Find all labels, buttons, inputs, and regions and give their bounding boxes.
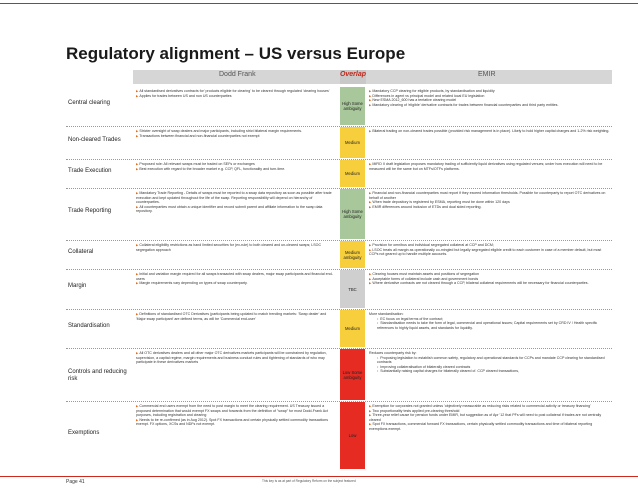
overlap-level: Medium [345, 171, 360, 176]
dodd-frank-cell [136, 272, 336, 308]
row-label: Margin [68, 283, 87, 289]
emir-cell [369, 162, 611, 187]
sub-bullet-text: • EC focus on legal terms of the contract; [369, 317, 611, 322]
header-dodd-frank [133, 70, 340, 84]
bullet-text: ▶ Collateral eligibility restrictions as hand limited securities for (ex-rule) to both cleared and un-cleared swaps; LSOC segregation approach [136, 243, 336, 252]
row-label: Controls and reducing risk [68, 368, 127, 382]
bullet-text: ▶ All standardised derivatives contracts for' products eligible for clearing' to be cleared through regulated 'clearing houses' [136, 89, 336, 94]
overlap-level: High Some ambiguity [342, 209, 363, 219]
bullet-text: ▶ Stricter oversight of swap dealers and major participants, including strict bilateral margin requirements. [136, 129, 336, 134]
emir-cell [369, 351, 611, 400]
bullet-text: ▶ Mandatory Trade Reporting - Details of swaps must be reported to a swap data repository as soon as possible after trade execution and kept updated throughout the life of the swap. Reporting responsibility will depend on hierarchy of counterparties. [136, 191, 336, 205]
overlap-cell [340, 160, 365, 187]
bullet-text: ▶ New ESMA 2012_600 has a tentative clearing model [369, 98, 611, 103]
row-label: Central clearing [68, 100, 111, 106]
overlap-level: Low [348, 433, 357, 438]
bullet-text: ▶ Definitions of standardised OTC Derivatives (participants being updated to match trending markets: 'Swap dealer' and 'Major swap participant' are defined terms, as will be 'Commercial end-user' [136, 312, 336, 321]
bullet-text: ▶ Needs to be re-confirmed (as in Aug 2012). Spot FX transactions and certain physically settled commodity transactions exempt. FX options, XCSs and NDFs not exempt. [136, 418, 336, 427]
overlap-cell [340, 127, 365, 158]
bullet-text: ▶ Best execution with regard to the broader market e.g. CCP, QFL, functionality and turn-time. [136, 167, 336, 172]
overlap-cell [340, 241, 365, 268]
bullet-text: ▶ All OTC derivatives dealers and all other major OTC derivatives markets participants will be constrained by regulation, supervision, a capital regime, margin requirements and business conduct rules and tightening of standards of who may participate in these derivatives markets [136, 351, 336, 365]
emir-cell [369, 312, 611, 347]
bullet-text: ▶ Differences in agent vs principal model and related local EU legislation [369, 94, 611, 99]
row-label: Trade Reporting [68, 208, 112, 214]
row-separator [66, 269, 612, 270]
emir-cell [369, 89, 611, 125]
bullet-text: ▶ Transactions between financial and non-financial counterparties not exempt [136, 134, 336, 139]
header-overlap [340, 70, 366, 84]
overlap-cell [340, 402, 365, 469]
overlap-level: TBC [348, 286, 357, 292]
row-label: Collateral [68, 248, 94, 255]
sub-bullet-text: • Proposing legislation to establish common safety, regulatory and operational standards for CCPs and mandate CCP clearing for standardised contracts [369, 356, 611, 365]
emir-cell [369, 243, 611, 268]
row-label: Non-cleared Trades [68, 136, 121, 143]
dodd-frank-cell [136, 312, 336, 347]
emir-cell [369, 404, 611, 469]
dodd-frank-cell [136, 351, 336, 400]
page-number: Page 41 [66, 479, 85, 485]
overlap-level: Medium ambiguity [343, 249, 362, 260]
row-separator [66, 188, 612, 189]
bullet-text: ▶ Applies for trades between US and non US counterparties [136, 94, 336, 99]
dodd-frank-cell [136, 243, 336, 268]
overlap-cell [340, 270, 365, 308]
bullet-text: ▶ EMIR differences around inclusion of ETDs and dual sided reporting. [369, 205, 611, 210]
row-separator [66, 348, 612, 349]
overlap-cell [340, 349, 365, 400]
sub-bullet-text: • Improving collateralisation of bilaterally cleared contracts [369, 365, 611, 370]
dodd-frank-cell [136, 404, 336, 469]
row-label: Standardisation [68, 322, 110, 329]
overlap-cell [340, 87, 365, 125]
bullet-text: ▶ LSOC treats all margin as operationally co-mingled but legally segregated eligible credit to each customer in case of a member default, but most CCPs not geared up to handle multiple accounts. [369, 248, 611, 257]
overlap-cell [340, 189, 365, 239]
emir-intro: More standardisation: [369, 312, 404, 316]
bullet-text: ▶ Three-year relief cause for pension funds under EMIR, but suggestion as of Apr '12 that PFs will need to post collateral if trades are not centrally cleared [369, 413, 611, 422]
footer-note: This key is as at part of Regulatory Reform on the subject featured [262, 479, 356, 483]
bullet-text: ▶ Spot FX transactions, commercial forward FX transactions, certain physically settled commodity transactions and time of bilateral reporting exemptions exempt. [369, 422, 611, 431]
row-separator [66, 240, 612, 241]
bullet-text: ▶ Initial and variation margin required for all swaps transacted with swap dealers, major swap participants and financial end-users [136, 272, 336, 281]
emir-intro: Reduces counterparty risk by: [369, 351, 417, 355]
header-dodd-frank-label: Dodd Frank [219, 71, 256, 78]
bullet-text: ▶ Where derivative contracts are not cleared through a CCP, bilateral collateral requirements will be necessary for financial counterparties. [369, 281, 611, 286]
dodd-frank-cell [136, 129, 336, 158]
overlap-cell [340, 310, 365, 347]
row-label: Exemptions [68, 429, 100, 436]
bullet-text: ▶ Mandatory CCP clearing for eligible products, by standardisation and liquidity [369, 89, 611, 94]
bullet-text: ▶ Margin requirements vary depending on types of swap counterparty. [136, 281, 336, 286]
top-rule [0, 3, 638, 4]
bullet-text: ▶ Mandatory clearing of 'eligible' derivative contracts for trades between financial counterparties and third party entities. [369, 103, 611, 108]
sub-bullet-text: • Substantially raising capital charges for bilaterally cleared cf. CCP cleared transactions, [369, 369, 611, 374]
emir-cell [369, 129, 611, 158]
sub-bullet-text: • Standardisation needs to take the form of legal, commercial and operational issues; Capital requirements set by CRD IV / Health specific references to highly liquid assets, and standards for liquidity. [369, 321, 611, 330]
emir-cell [369, 191, 611, 239]
bullet-text: ▶ Commercial end users exempt from the need to post margin to meet the clearing requirement. US Treasury issued a proposed determination that would exempt FX swaps and forwards from the definition of "swap" for most Dodd-Frank Act purposes, including registration and clearing [136, 404, 336, 418]
bullet-text: ▶ MiFID II draft legislation proposes mandatory trading of sufficiently liquid derivatives using regulated venues; under how execution will need to be measured will be the same but on MTFs/OTFs platforms. [369, 162, 611, 171]
page-title: Regulatory alignment – US versus Europe [66, 44, 406, 63]
dodd-frank-cell [136, 89, 336, 125]
row-label: Trade Execution [68, 167, 112, 174]
bullet-text: ▶ Clearing houses must maintain assets and positions of segregation [369, 272, 611, 277]
row-separator [66, 401, 612, 402]
row-separator [66, 309, 612, 310]
dodd-frank-cell [136, 191, 336, 239]
bullet-text: ▶ Proposed rule: All relevant swaps must be traded on SEFs or exchanges [136, 162, 336, 167]
bullet-text: ▶ Exemption for corporates not granted unless 'objectively measurable as reducing risks related to commercial activity or treasury financing' [369, 404, 611, 409]
bullet-text: ▶ All counterparties must obtain a unique identifier and record submit parent and affiliate information to the swap data repository. [136, 205, 336, 214]
dodd-frank-cell [136, 162, 336, 187]
overlap-level: Medium [345, 140, 360, 145]
header-emir [366, 70, 612, 84]
emir-cell [369, 272, 611, 308]
bullet-text: ▶ Financial and non-financial counterparties must report if they exceed information thresholds. Possible for counterparty to report OTC derivatives on behalf of another [369, 191, 611, 200]
overlap-level: Low Some ambiguity [342, 369, 363, 380]
row-separator [66, 159, 612, 160]
row-separator [66, 126, 612, 127]
overlap-level: Medium [345, 326, 360, 331]
bullet-text: ▶ Bilateral trading on non-cleared trades possible (provided risk management is in place). Likely to hold higher capital charges and 1-2% risk weighting. [369, 129, 611, 134]
bullet-text: ▶ Acceptable forms of collateral include cash and government bonds [369, 277, 611, 282]
bottom-rule [0, 476, 638, 477]
header-overlap-label: Overlap [339, 71, 367, 78]
bullet-text: ▶ When trade depository is registered by ESMA, reporting must be done within 120 days [369, 200, 611, 205]
header-emir-label: EMIR [478, 71, 496, 78]
bullet-text: ▶ Two proportionality tests applied pre-clearing threshold [369, 409, 611, 414]
bullet-text: ▶ Provision for omnibus and individual segregated collateral at CCP and DCM; [369, 243, 611, 248]
overlap-level: High Some ambiguity [342, 101, 363, 111]
